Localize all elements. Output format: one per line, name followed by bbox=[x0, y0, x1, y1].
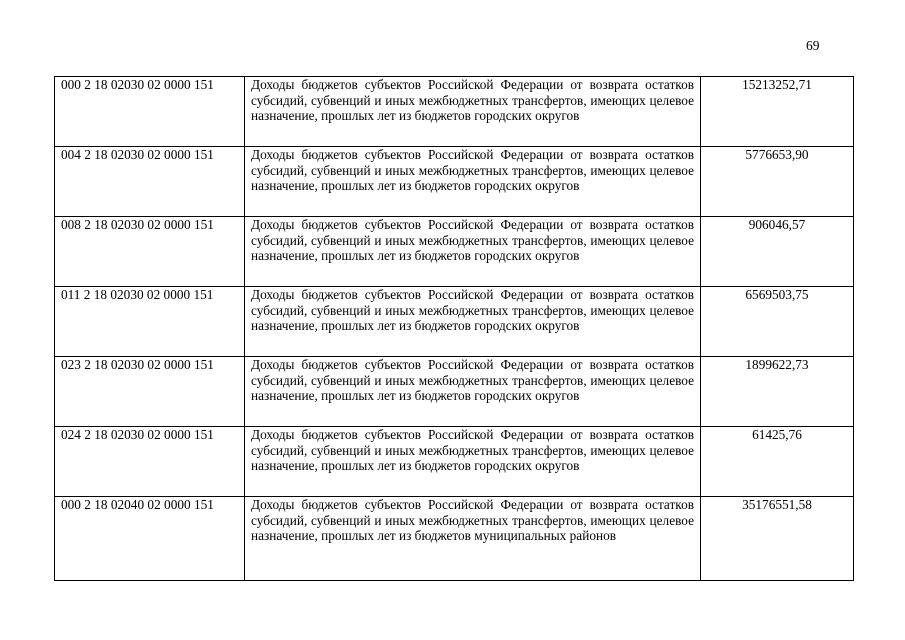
revenue-amount: 61425,76 bbox=[701, 427, 854, 497]
revenue-description: Доходы бюджетов субъектов Российской Федерации от возврата остатков субсидий, субвенций и иных межбюджетных трансфертов, имеющих целевое назначение, прошлых лет из бюджетов городских округов bbox=[245, 147, 701, 217]
budget-revenue-table bbox=[54, 76, 854, 581]
revenue-amount: 15213252,71 bbox=[701, 77, 854, 147]
revenue-description: Доходы бюджетов субъектов Российской Федерации от возврата остатков субсидий, субвенций и иных межбюджетных трансфертов, имеющих целевое назначение, прошлых лет из бюджетов городских округов bbox=[245, 77, 701, 147]
budget-classification-code: 023 2 18 02030 02 0000 151 bbox=[55, 357, 245, 427]
revenue-description: Доходы бюджетов субъектов Российской Федерации от возврата остатков субсидий, субвенций и иных межбюджетных трансфертов, имеющих целевое назначение, прошлых лет из бюджетов городских округов bbox=[245, 427, 701, 497]
table-row bbox=[55, 287, 854, 357]
revenue-description: Доходы бюджетов субъектов Российской Федерации от возврата остатков субсидий, субвенций и иных межбюджетных трансфертов, имеющих целевое назначение, прошлых лет из бюджетов городских округов bbox=[245, 357, 701, 427]
revenue-description: Доходы бюджетов субъектов Российской Федерации от возврата остатков субсидий, субвенций и иных межбюджетных трансфертов, имеющих целевое назначение, прошлых лет из бюджетов городских округов bbox=[245, 287, 701, 357]
table-row bbox=[55, 497, 854, 581]
table-row bbox=[55, 217, 854, 287]
budget-classification-code: 000 2 18 02040 02 0000 151 bbox=[55, 497, 245, 581]
budget-classification-code: 004 2 18 02030 02 0000 151 bbox=[55, 147, 245, 217]
revenue-amount: 1899622,73 bbox=[701, 357, 854, 427]
revenue-amount: 5776653,90 bbox=[701, 147, 854, 217]
table-row bbox=[55, 147, 854, 217]
revenue-amount: 6569503,75 bbox=[701, 287, 854, 357]
page-number: 69 bbox=[806, 38, 820, 53]
table-row bbox=[55, 357, 854, 427]
revenue-description: Доходы бюджетов субъектов Российской Федерации от возврата остатков субсидий, субвенций и иных межбюджетных трансфертов, имеющих целевое назначение, прошлых лет из бюджетов городских округов bbox=[245, 217, 701, 287]
budget-classification-code: 024 2 18 02030 02 0000 151 bbox=[55, 427, 245, 497]
revenue-amount: 906046,57 bbox=[701, 217, 854, 287]
revenue-description: Доходы бюджетов субъектов Российской Федерации от возврата остатков субсидий, субвенций и иных межбюджетных трансфертов, имеющих целевое назначение, прошлых лет из бюджетов муниципальных районов bbox=[245, 497, 701, 581]
budget-classification-code: 011 2 18 02030 02 0000 151 bbox=[55, 287, 245, 357]
budget-classification-code: 000 2 18 02030 02 0000 151 bbox=[55, 77, 245, 147]
budget-classification-code: 008 2 18 02030 02 0000 151 bbox=[55, 217, 245, 287]
table-row bbox=[55, 77, 854, 147]
table-row bbox=[55, 427, 854, 497]
revenue-amount: 35176551,58 bbox=[701, 497, 854, 581]
